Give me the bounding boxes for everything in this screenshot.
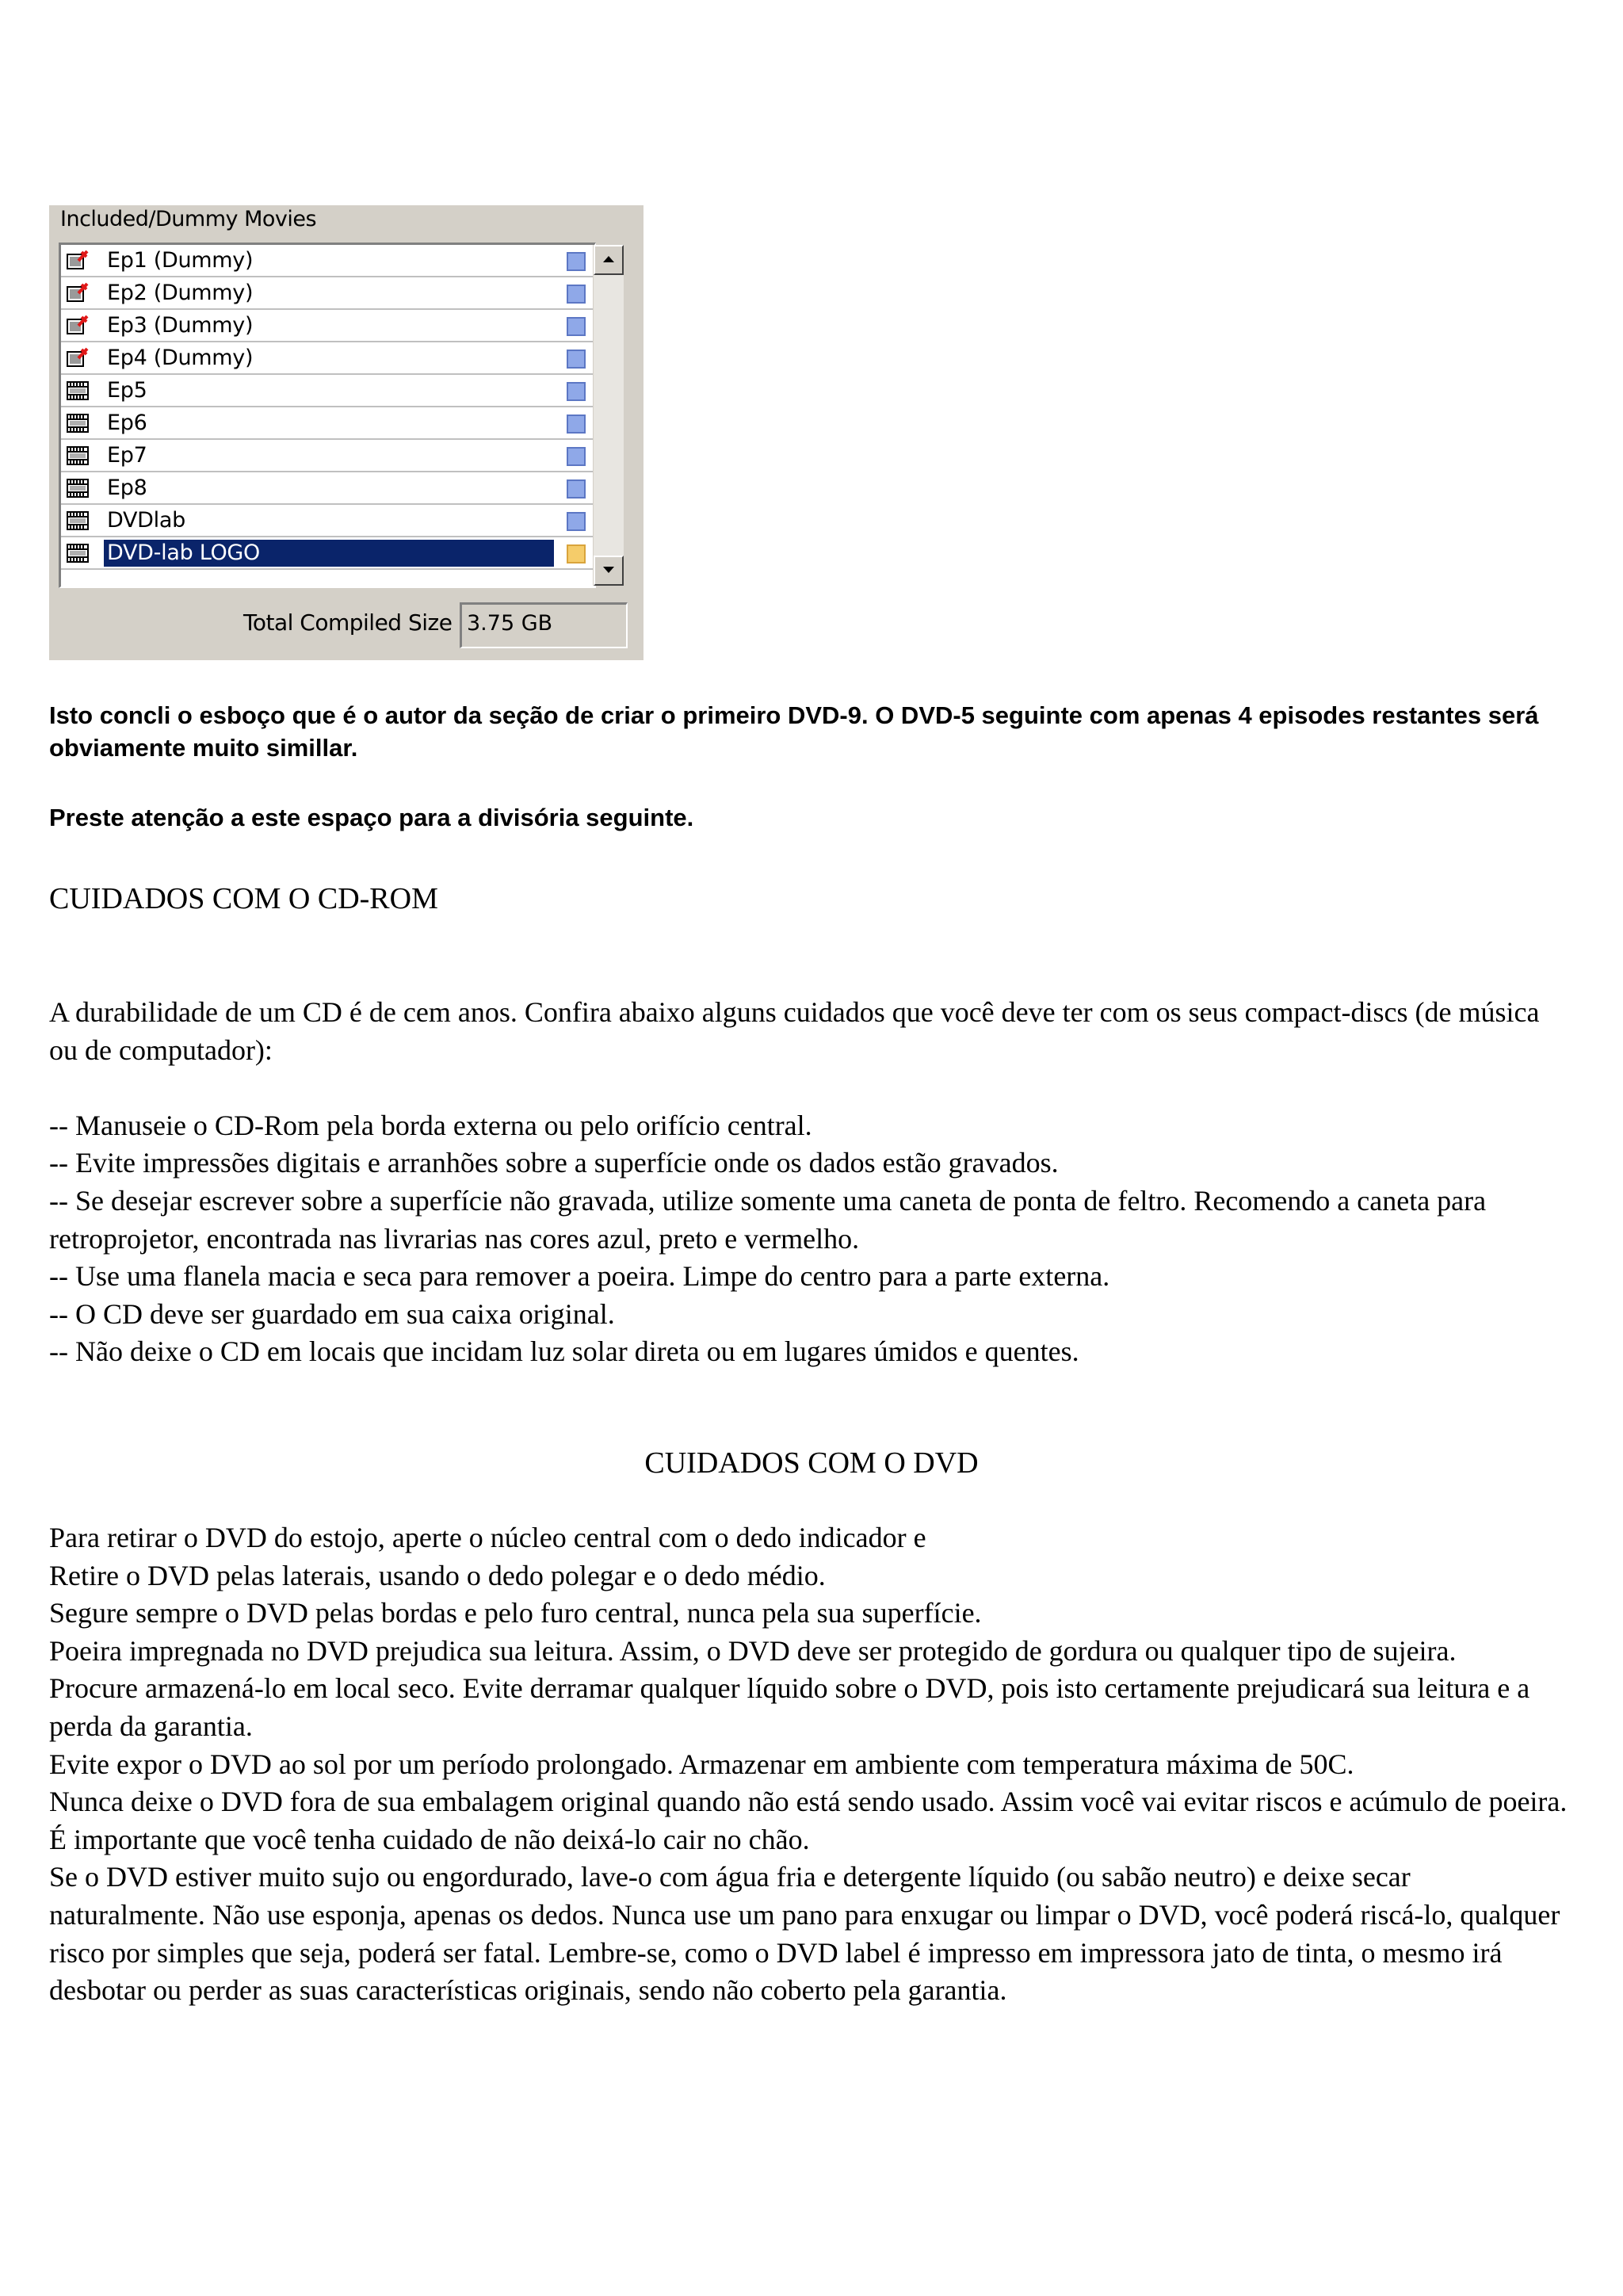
list-item-label: Ep4 (Dummy) xyxy=(107,346,254,370)
film-icon xyxy=(66,380,90,402)
include-checkbox[interactable] xyxy=(567,350,586,369)
dvd-line: Segure sempre o DVD pelas bordas e pelo furo central, nunca pela sua superfície. xyxy=(49,1597,982,1629)
include-checkbox[interactable] xyxy=(567,415,586,434)
include-checkbox[interactable] xyxy=(567,544,586,563)
dvd-line: Evite expor o DVD ao sol por um período prolongado. Armazenar em ambiente com temperatura máxima de 50C. xyxy=(49,1748,1354,1780)
list-item[interactable] xyxy=(61,245,594,277)
dvd-line: Poeira impregnada no DVD prejudica sua leitura. Assim, o DVD deve ser protegido de gordura ou qualquer tipo de sujeira. xyxy=(49,1634,1457,1667)
include-checkbox[interactable] xyxy=(567,285,586,304)
list-item[interactable] xyxy=(61,407,594,440)
total-compiled-size-label: Total Compiled Size xyxy=(243,609,453,636)
include-checkbox[interactable] xyxy=(567,382,586,401)
film-icon xyxy=(66,510,90,532)
include-checkbox[interactable] xyxy=(567,317,586,336)
include-checkbox[interactable] xyxy=(567,447,586,466)
dvd-line: Retire o DVD pelas laterais, usando o dedo polegar e o dedo médio. xyxy=(49,1559,826,1591)
include-checkbox[interactable] xyxy=(567,479,586,499)
list-item-selected[interactable] xyxy=(61,537,594,570)
cdrom-heading: CUIDADOS COM O CD-ROM xyxy=(49,882,438,915)
film-icon xyxy=(66,412,90,434)
film-icon xyxy=(66,477,90,499)
dummy-icon xyxy=(66,347,90,369)
cdrom-intro: A durabilidade de um CD é de cem anos. Confira abaixo alguns cuidados que você deve ter com os seus compact-discs (de música ou de computador): xyxy=(49,996,1540,1066)
list-item-label: DVD-lab LOGO xyxy=(104,540,554,567)
dummy-icon xyxy=(66,282,90,304)
dvd-line: Nunca deixe o DVD fora de sua embalagem original quando não está sendo usado. Assim você vai evitar riscos e acúmulo de poeira. É importante que você tenha cuidado de não deixá-lo cair no chão. xyxy=(49,1786,1568,1855)
list-item[interactable] xyxy=(61,375,594,407)
scroll-up-button[interactable] xyxy=(594,245,624,275)
list-item-label: Ep8 xyxy=(107,476,147,500)
list-item[interactable] xyxy=(61,277,594,310)
include-checkbox[interactable] xyxy=(567,252,586,271)
list-item-label: Ep6 xyxy=(107,411,147,435)
list-item[interactable] xyxy=(61,310,594,342)
dvd-heading: CUIDADOS COM O DVD xyxy=(644,1446,979,1480)
dummy-icon xyxy=(66,315,90,337)
include-checkbox[interactable] xyxy=(567,512,586,531)
arrow-down-icon xyxy=(602,565,615,575)
cdrom-tip: -- Use uma flanela macia e seca para remover a poeira. Limpe do centro para a parte externa. xyxy=(49,1260,1110,1293)
list-item[interactable] xyxy=(61,440,594,472)
list-item[interactable] xyxy=(61,342,594,375)
cdrom-tip: -- O CD deve ser guardado em sua caixa original. xyxy=(49,1297,615,1330)
movies-listbox[interactable] xyxy=(59,243,596,588)
intro-note: Preste atenção a este espaço para a divisória seguinte. xyxy=(49,804,694,831)
list-item-label: DVDlab xyxy=(107,508,185,533)
included-movies-panel xyxy=(49,205,643,660)
list-item-label: Ep7 xyxy=(107,443,147,468)
arrow-up-icon xyxy=(602,254,615,264)
intro-paragraph: Isto concli o esboço que é o autor da seção de criar o primeiro DVD-9. O DVD-5 seguinte com apenas 4 episodes restantes será obviamente muito simillar. xyxy=(49,701,1539,762)
list-item-label: Ep3 (Dummy) xyxy=(107,313,254,338)
list-item-label: Ep5 xyxy=(107,378,147,403)
list-item-label: Ep1 (Dummy) xyxy=(107,248,254,273)
film-icon xyxy=(66,542,90,564)
dvd-line: Procure armazená-lo em local seco. Evite derramar qualquer líquido sobre o DVD, pois isto certamente prejudicará sua leitura e a perda da garantia. xyxy=(49,1672,1530,1742)
list-item[interactable] xyxy=(61,472,594,505)
list-item[interactable] xyxy=(61,505,594,537)
dvd-line: Para retirar o DVD do estojo, aperte o núcleo central com o dedo indicador e xyxy=(49,1522,926,1553)
list-item-label: Ep2 (Dummy) xyxy=(107,281,254,305)
cdrom-tip: -- Se desejar escrever sobre a superfície não gravada, utilize somente uma caneta de ponta de feltro. Recomendo a caneta para retroprojetor, encontrada nas livrarias nas cores azul, preto e vermelho. xyxy=(49,1184,1487,1255)
cdrom-tip: -- Evite impressões digitais e arranhões sobre a superfície onde os dados estão gravados. xyxy=(49,1147,1059,1179)
panel-title: Included/Dummy Movies xyxy=(60,207,317,231)
total-compiled-size-value: 3.75 GB xyxy=(467,611,553,636)
spacer xyxy=(49,1069,1571,1107)
dvd-section xyxy=(49,1519,1571,2010)
dummy-icon xyxy=(66,250,90,272)
cdrom-tip: -- Manuseie o CD-Rom pela borda externa ou pelo orifício central. xyxy=(49,1109,812,1141)
scroll-down-button[interactable] xyxy=(594,556,624,586)
total-compiled-size-field xyxy=(460,602,628,648)
film-icon xyxy=(66,445,90,467)
cdrom-tip: -- Não deixe o CD em locais que incidam luz solar direta ou em lugares úmidos e quentes. xyxy=(49,1335,1079,1368)
cdrom-section xyxy=(49,994,1571,1371)
dvd-line: Se o DVD estiver muito sujo ou engordurado, lave-o com água fria e detergente líquido (ou sabão neutro) e deixe secar naturalmente. Não use esponja, apenas os dedos. Nunca use um pano para enxugar ou limpar o DVD, você poderá riscá-lo, qualquer risco por simples que seja, poderá ser fatal. Lembre-se, como o DVD label é impresso em impressora jato de tinta, o mesmo irá desbotar ou perder as suas características originais, sendo não coberto pela garantia. xyxy=(49,1861,1560,2007)
list-scrollbar[interactable] xyxy=(593,245,624,586)
